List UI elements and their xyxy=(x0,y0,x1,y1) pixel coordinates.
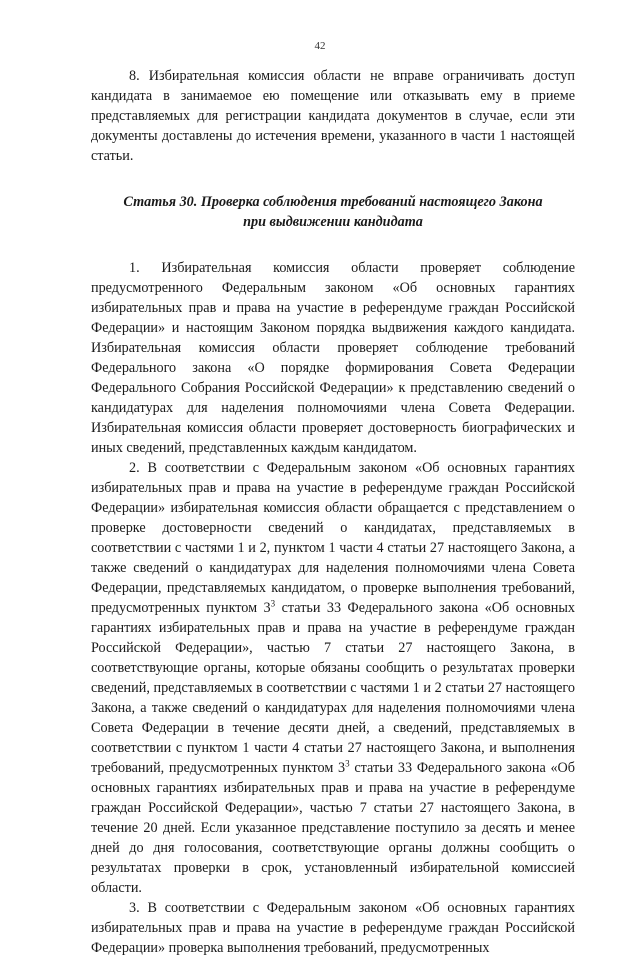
article-heading xyxy=(91,192,575,232)
paragraph-2-part1: 2. В соответствии с Федеральным законом «Об основных гарантиях избирательных прав и права на участие в референдуме граждан Российской Федерации» избирательная комиссия области обращается с представлением о проверке достоверности сведений о кандидатах, представляемых в соответствии с частями 1 и 2, пунктом 1 части 4 статьи 27 настоящего Закона, а также сведений о кандидатурах для наделения полномочиями члена Совета Федерации, представляемых кандидатом, о проверке выполнения требований, предусмотренных пунктом 3 xyxy=(91,460,575,616)
superscript-2: 3 xyxy=(345,758,350,769)
superscript-1: 3 xyxy=(270,598,276,609)
article-title-line1: Статья 30. Проверка соблюдения требований настоящего Закона xyxy=(123,194,543,210)
paragraph-1: 1. Избирательная комиссия области проверяет соблюдение предусмотренного Федеральным законом «Об основных гарантиях избирательных прав и права на участие в референдуме граждан Российской Федерации» и настоящим Законом порядка выдвижения каждого кандидата. Избирательная комиссия области проверяет соблюдение требований Федерального закона «О порядке формирования Совета Федерации Федерального Собрания Российской Федерации» к представлению сведений о кандидатурах для наделения полномочиями члена Совета Федерации. Избирательная комиссия области проверяет достоверность биографических и иных сведений, представленных каждым кандидатом. xyxy=(91,260,575,456)
paragraph-2 xyxy=(91,458,575,898)
paragraph-8: 8. Избирательная комиссия области не вправе ограничивать доступ кандидата в занимаемое ею помещение или отказывать ему в приеме представляемых для регистрации кандидата документов в случае, если эти документы доставлены до истечения времени, указанного в части 1 настоящей статьи. xyxy=(91,68,575,164)
paragraph-3: 3. В соответствии с Федеральным законом «Об основных гарантиях избирательных прав и права на участие в референдуме граждан Российской Федерации» проверка выполнения требований, предусмотренных xyxy=(91,900,575,956)
article-title-line2: при выдвижении кандидата xyxy=(243,214,423,230)
paragraph-2-part3: статьи 33 Федерального закона «Об основных гарантиях избирательных прав и права на участие в референдуме граждан Российской Федерации», частью 7 статьи 27 настоящего Закона, в течение 20 дней. Если указанное представление поступило за десять и менее дней до дня голосования, соответствующие органы должны сообщить о результатах проверки в срок, установленный избирательной комиссией области. xyxy=(91,760,576,896)
page-number: 42 xyxy=(314,40,326,52)
paragraph-2-part2: статьи 33 Федерального закона «Об основных гарантиях избирательных прав и права на участие в референдуме граждан Российской Федерации», частью 7 статьи 27 настоящего Закона, в соответствующие органы, которые обязаны сообщить о результатах проверки сведений, представляемых в соответствии с частями 1 и 2 статьи 27 настоящего Закона, а также сведений о кандидатурах для наделения полномочиями члена Совета Федерации в течение десяти дней, а сведений, представляемых в соответствии с пунктом 1 части 4 статьи 27 настоящего Закона, и выполнения требований, предусмотренных пунктом 3 xyxy=(91,600,575,776)
document-body xyxy=(91,66,575,958)
